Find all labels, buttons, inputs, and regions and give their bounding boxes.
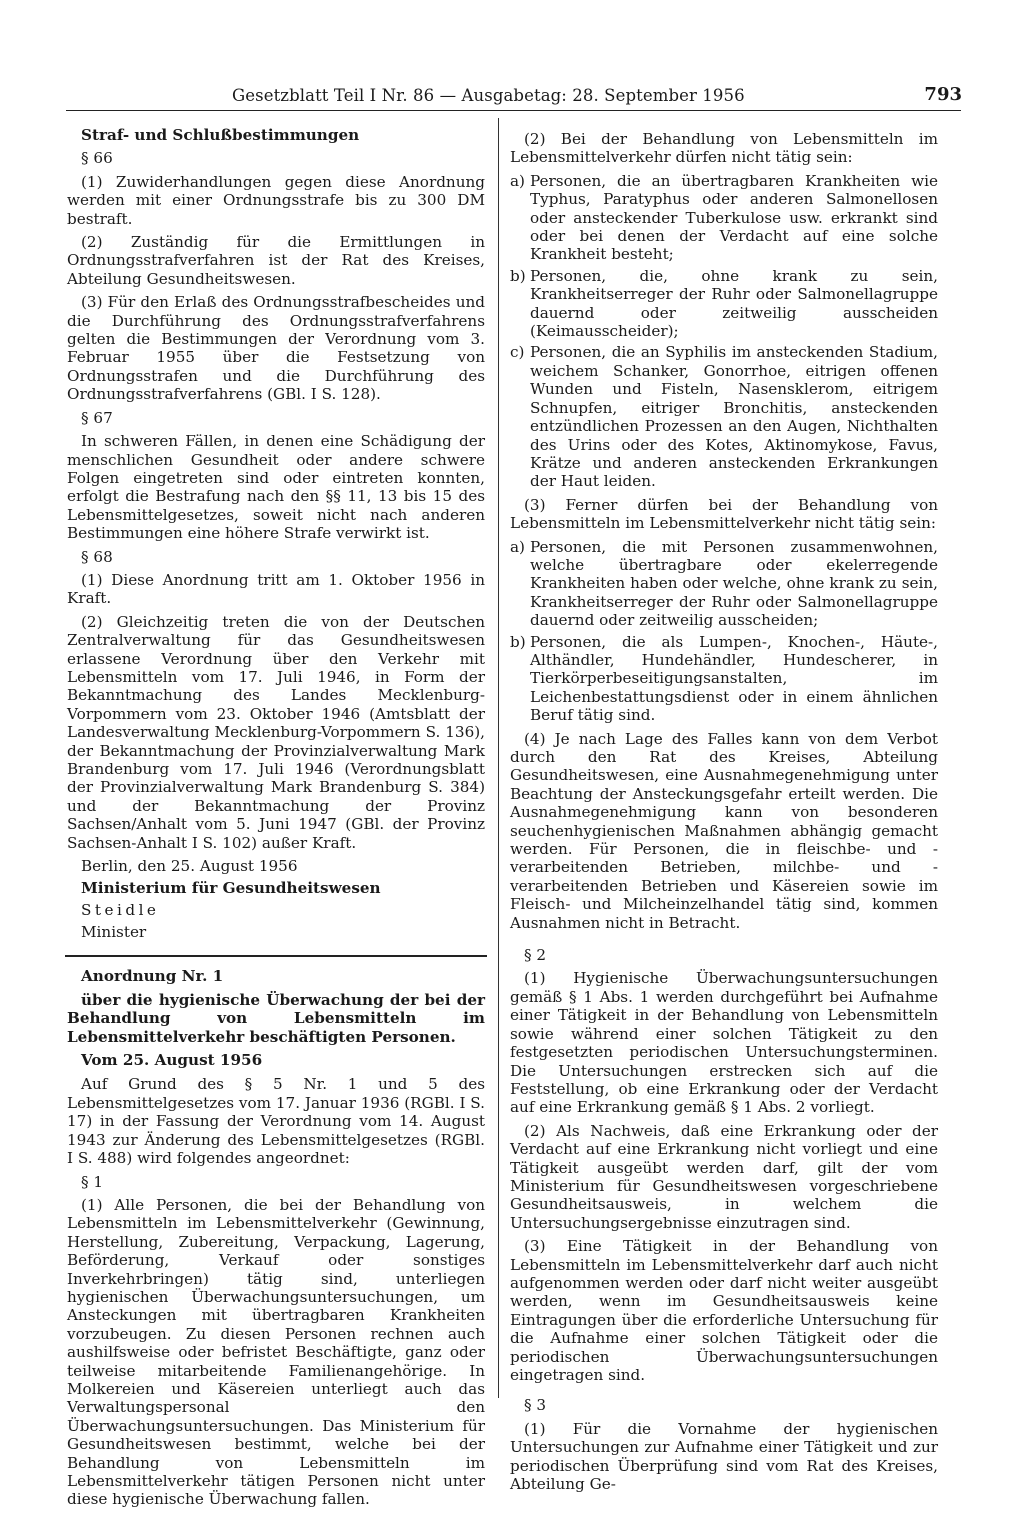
p1-clause-3-list xyxy=(510,538,938,725)
p67-text: In schweren Fällen, in denen eine Schädigung der menschlichen Gesundheit oder andere schwere Folgen eingetreten sind oder eintreten konnten, erfolgt die Bestrafung nach den §§ 11, 13 bis 15 des Lebensmittelgesetzes, soweit nicht nach anderen Bestimmungen eine höhere Strafe verwirkt ist. xyxy=(67,432,485,543)
header-rule xyxy=(66,110,961,111)
list-item xyxy=(510,633,938,725)
list-marker: a) xyxy=(510,171,525,190)
list-marker: c) xyxy=(510,343,525,362)
section-separator xyxy=(65,955,487,957)
paragraph-sign-3: § 3 xyxy=(524,1396,547,1415)
list-item-text: Personen, die, ohne krank zu sein, Krankheitserreger der Ruhr oder Salmonellagruppe dauernd oder zeitweilig ausscheiden (Keimausscheider); xyxy=(530,266,938,341)
signature-block xyxy=(67,880,485,941)
order-title: Anordnung Nr. 1 xyxy=(81,967,224,986)
right-column xyxy=(510,130,938,1498)
p66-clause-3: (3) Für den Erlaß des Ordnungsstrafbescheides und die Durchführung des Ordnungsstrafverfahrens gelten die Bestimmungen der Verordnung vom 3. Februar 1955 über die Festsetzung von Ordnungsstrafen und die Durchführung des Ordnungsstrafverfahrens (GBl. I S. 128). xyxy=(67,293,485,404)
header-text: Gesetzblatt Teil I Nr. 86 — Ausgabetag: 28. September 1956 xyxy=(232,86,745,105)
paragraph-sign-68: § 68 xyxy=(81,547,113,566)
list-item xyxy=(510,343,938,490)
p2-clause-2: (2) Als Nachweis, daß eine Erkrankung oder der Verdacht auf eine Erkrankung nicht vorliegt und eine Tätigkeit ausgeübt werden darf, gilt der vom Ministerium für Gesundheitswesen vorgeschriebene Gesundheitsausweis, in welchem die Untersuchungsergebnisse einzutragen sind. xyxy=(510,1121,938,1232)
paragraph-sign-67: § 67 xyxy=(81,408,113,427)
list-marker: b) xyxy=(510,266,526,285)
p3-clause-1: (1) Für die Vornahme der hygienischen Untersuchungen zur Aufnahme einer Tätigkeit und zur periodischen Überprüfung sind vom Rat des Kreises, Abteilung Ge- xyxy=(510,1419,938,1494)
list-marker: b) xyxy=(510,632,526,651)
p2-clause-3: (3) Eine Tätigkeit in der Behandlung von Lebensmitteln im Lebensmittelverkehr darf auch nicht aufgenommen werden oder darf nicht weiter ausgeübt werden, wenn im Gesundheitsausweis keine Eintragungen über die erforderliche Untersuchung für die Aufnahme einer solchen Tätigkeit oder die periodischen Überwachungsuntersuchungen eingetragen sind. xyxy=(510,1237,938,1384)
list-item xyxy=(510,172,938,264)
paragraph-sign-2: § 2 xyxy=(524,946,547,965)
left-column xyxy=(67,126,485,1514)
paragraph-sign-66: § 66 xyxy=(81,149,113,168)
order-subtitle: über die hygienische Überwachung der bei der Behandlung von Lebensmitteln im Lebensmittelverkehr beschäftigten Personen. xyxy=(67,990,485,1046)
ministry-name: Ministerium für Gesundheitswesen xyxy=(81,879,381,898)
p1-clause-2-list xyxy=(510,172,938,491)
p1-clause-1: (1) Alle Personen, die bei der Behandlung von Lebensmitteln im Lebensmittelverkehr (Gewinnung, Herstellung, Zubereitung, Verpackung, Lagerung, Beförderung, Verkauf oder sonstiges Inverkehrbringen) tätig sind, unterliegen hygienischen Überwachungsuntersuchungen, um Ansteckungen mit übertragbaren Krankheiten vorzubeugen. Zu diesen Personen rechnen auch aushilfsweise oder befristet Beschäftigte, ganz oder teilweise mitarbeitende Familienangehörige. In Molkereien und Käsereien unterliegt auch das Verwaltungspersonal den Überwachungsuntersuchungen. Das Ministerium für Gesundheitswesen bestimmt, welche bei der Behandlung von Lebensmitteln im Lebensmittelverkehr tätigen Personen nicht unter diese hygienische Überwachung fallen. xyxy=(67,1195,485,1509)
page-number: 793 xyxy=(924,84,962,105)
p66-clause-1: (1) Zuwiderhandlungen gegen diese Anordnung werden mit einer Ordnungsstrafe bis zu 300 DM bestraft. xyxy=(67,172,485,228)
p68-clause-1: (1) Diese Anordnung tritt am 1. Oktober 1956 in Kraft. xyxy=(67,570,485,608)
preamble: Auf Grund des § 5 Nr. 1 und 5 des Lebensmittelgesetzes vom 17. Januar 1936 (RGBl. I S. 17) in der Fassung der Verordnung vom 14. August 1943 zur Änderung des Lebensmittelgesetzes (RGBl. I S. 488) wird folgendes angeordnet: xyxy=(67,1075,485,1168)
list-item-text: Personen, die an Syphilis im ansteckenden Stadium, weichem Schanker, Gonorrhoe, eitrigen offenen Wunden und Fisteln, Nasensklerom, eitrigem Schnupfen, eitriger Bronchitis, ansteckenden entzündlichen Prozessen an den Augen, Nichthalten des Urins oder des Kotes, Aktinomykose, Favus, Krätze und anderen ansteckenden Erkrankungen der Haut leiden. xyxy=(530,343,938,491)
signer-name: Steidle xyxy=(81,901,160,920)
p1-clause-4: (4) Je nach Lage des Falles kann von dem Verbot durch den Rat des Kreises, Abteilung Gesundheitswesen, eine Ausnahmegenehmigung unter Beachtung der Ansteckungsgefahr erteilt werden. Die Ausnahmegenehmigung kann von besonderen seuchenhygienischen Maßnahmen abhängig gemacht werden. Für Personen, die in fleischbe- und -verarbeitenden Betrieben, milchbe- und -verarbeitenden Betrieben und Käsereien sowie im Fleisch- und Milcheinzelhandel tätig sind, kommen Ausnahmen nicht in Betracht. xyxy=(510,729,938,932)
p66-clause-2: (2) Zuständig für die Ermittlungen in Ordnungsstrafverfahren ist der Rat des Kreises, Abteilung Gesundheitswesen. xyxy=(67,233,485,288)
p2-clause-1: (1) Hygienische Überwachungsuntersuchungen gemäß § 1 Abs. 1 werden durchgeführt bei Aufnahme einer Tätigkeit in der Behandlung von Lebensmitteln sowie während einer solchen Tätigkeit zu den festgesetzten periodischen Untersuchungsterminen. Die Untersuchungen erstrecken sich auf die Feststellung, ob eine Erkrankung oder der Verdacht auf eine Erkrankung gemäß § 1 Abs. 2 vorliegt. xyxy=(510,969,938,1117)
column-divider xyxy=(498,118,499,1398)
list-marker: a) xyxy=(510,537,525,556)
p1-clause-3-intro: (3) Ferner dürfen bei der Behandlung von Lebensmitteln im Lebensmittelverkehr nicht tätig sein: xyxy=(510,495,938,533)
order-date: Vom 25. August 1956 xyxy=(81,1051,263,1070)
date-line: Berlin, den 25. August 1956 xyxy=(81,857,298,876)
p1-clause-2-intro: (2) Bei der Behandlung von Lebensmitteln im Lebensmittelverkehr dürfen nicht tätig sein: xyxy=(510,130,938,167)
p68-clause-2: (2) Gleichzeitig treten die von der Deutschen Zentralverwaltung für das Gesundheitswesen erlassene Verordnung über den Verkehr mit Lebensmitteln vom 17. Juli 1946, in Form der Bekanntmachung des Landes Mecklenburg-Vorpommern vom 23. Oktober 1946 (Amtsblatt der Landesverwaltung Mecklenburg-Vorpommern S. 136), der Bekanntmachung der Provinzialverwaltung Mark Brandenburg vom 17. Juli 1946 (Verordnungsblatt der Provinzialverwaltung Mark Brandenburg S. 384) und der Bekanntmachung der Provinz Sachsen/Anhalt vom 5. Juni 1947 (GBl. der Provinz Sachsen-Anhalt I S. 102) außer Kraft. xyxy=(67,612,485,852)
page-header xyxy=(232,84,962,110)
list-item xyxy=(510,267,938,341)
list-item-text: Personen, die mit Personen zusammenwohnen, welche übertragbare oder ekelerregende Krankheiten haben oder welche, ohne krank zu sein, Krankheitserreger der Ruhr oder Salmonellagruppe dauernd oder zeitweilig ausscheiden; xyxy=(530,537,938,630)
signer-title: Minister xyxy=(81,923,147,942)
paragraph-sign-1: § 1 xyxy=(81,1172,104,1191)
list-item-text: Personen, die an übertragbaren Krankheiten wie Typhus, Paratyphus oder anderen Salmonellosen oder ansteckender Tuberkulose usw. erkrankt sind oder bei denen der Verdacht auf eine solche Krankheit besteht; xyxy=(530,171,938,264)
list-item-text: Personen, die als Lumpen-, Knochen-, Häute-, Althändler, Hundehändler, Hundescherer, in Tierkörperbeseitigungsanstalten, im Leichenbestattungsdienst oder in einem ähnlichen Beruf tätig sind. xyxy=(530,632,938,725)
list-item xyxy=(510,538,938,630)
section-heading: Straf- und Schlußbestimmungen xyxy=(81,126,360,144)
